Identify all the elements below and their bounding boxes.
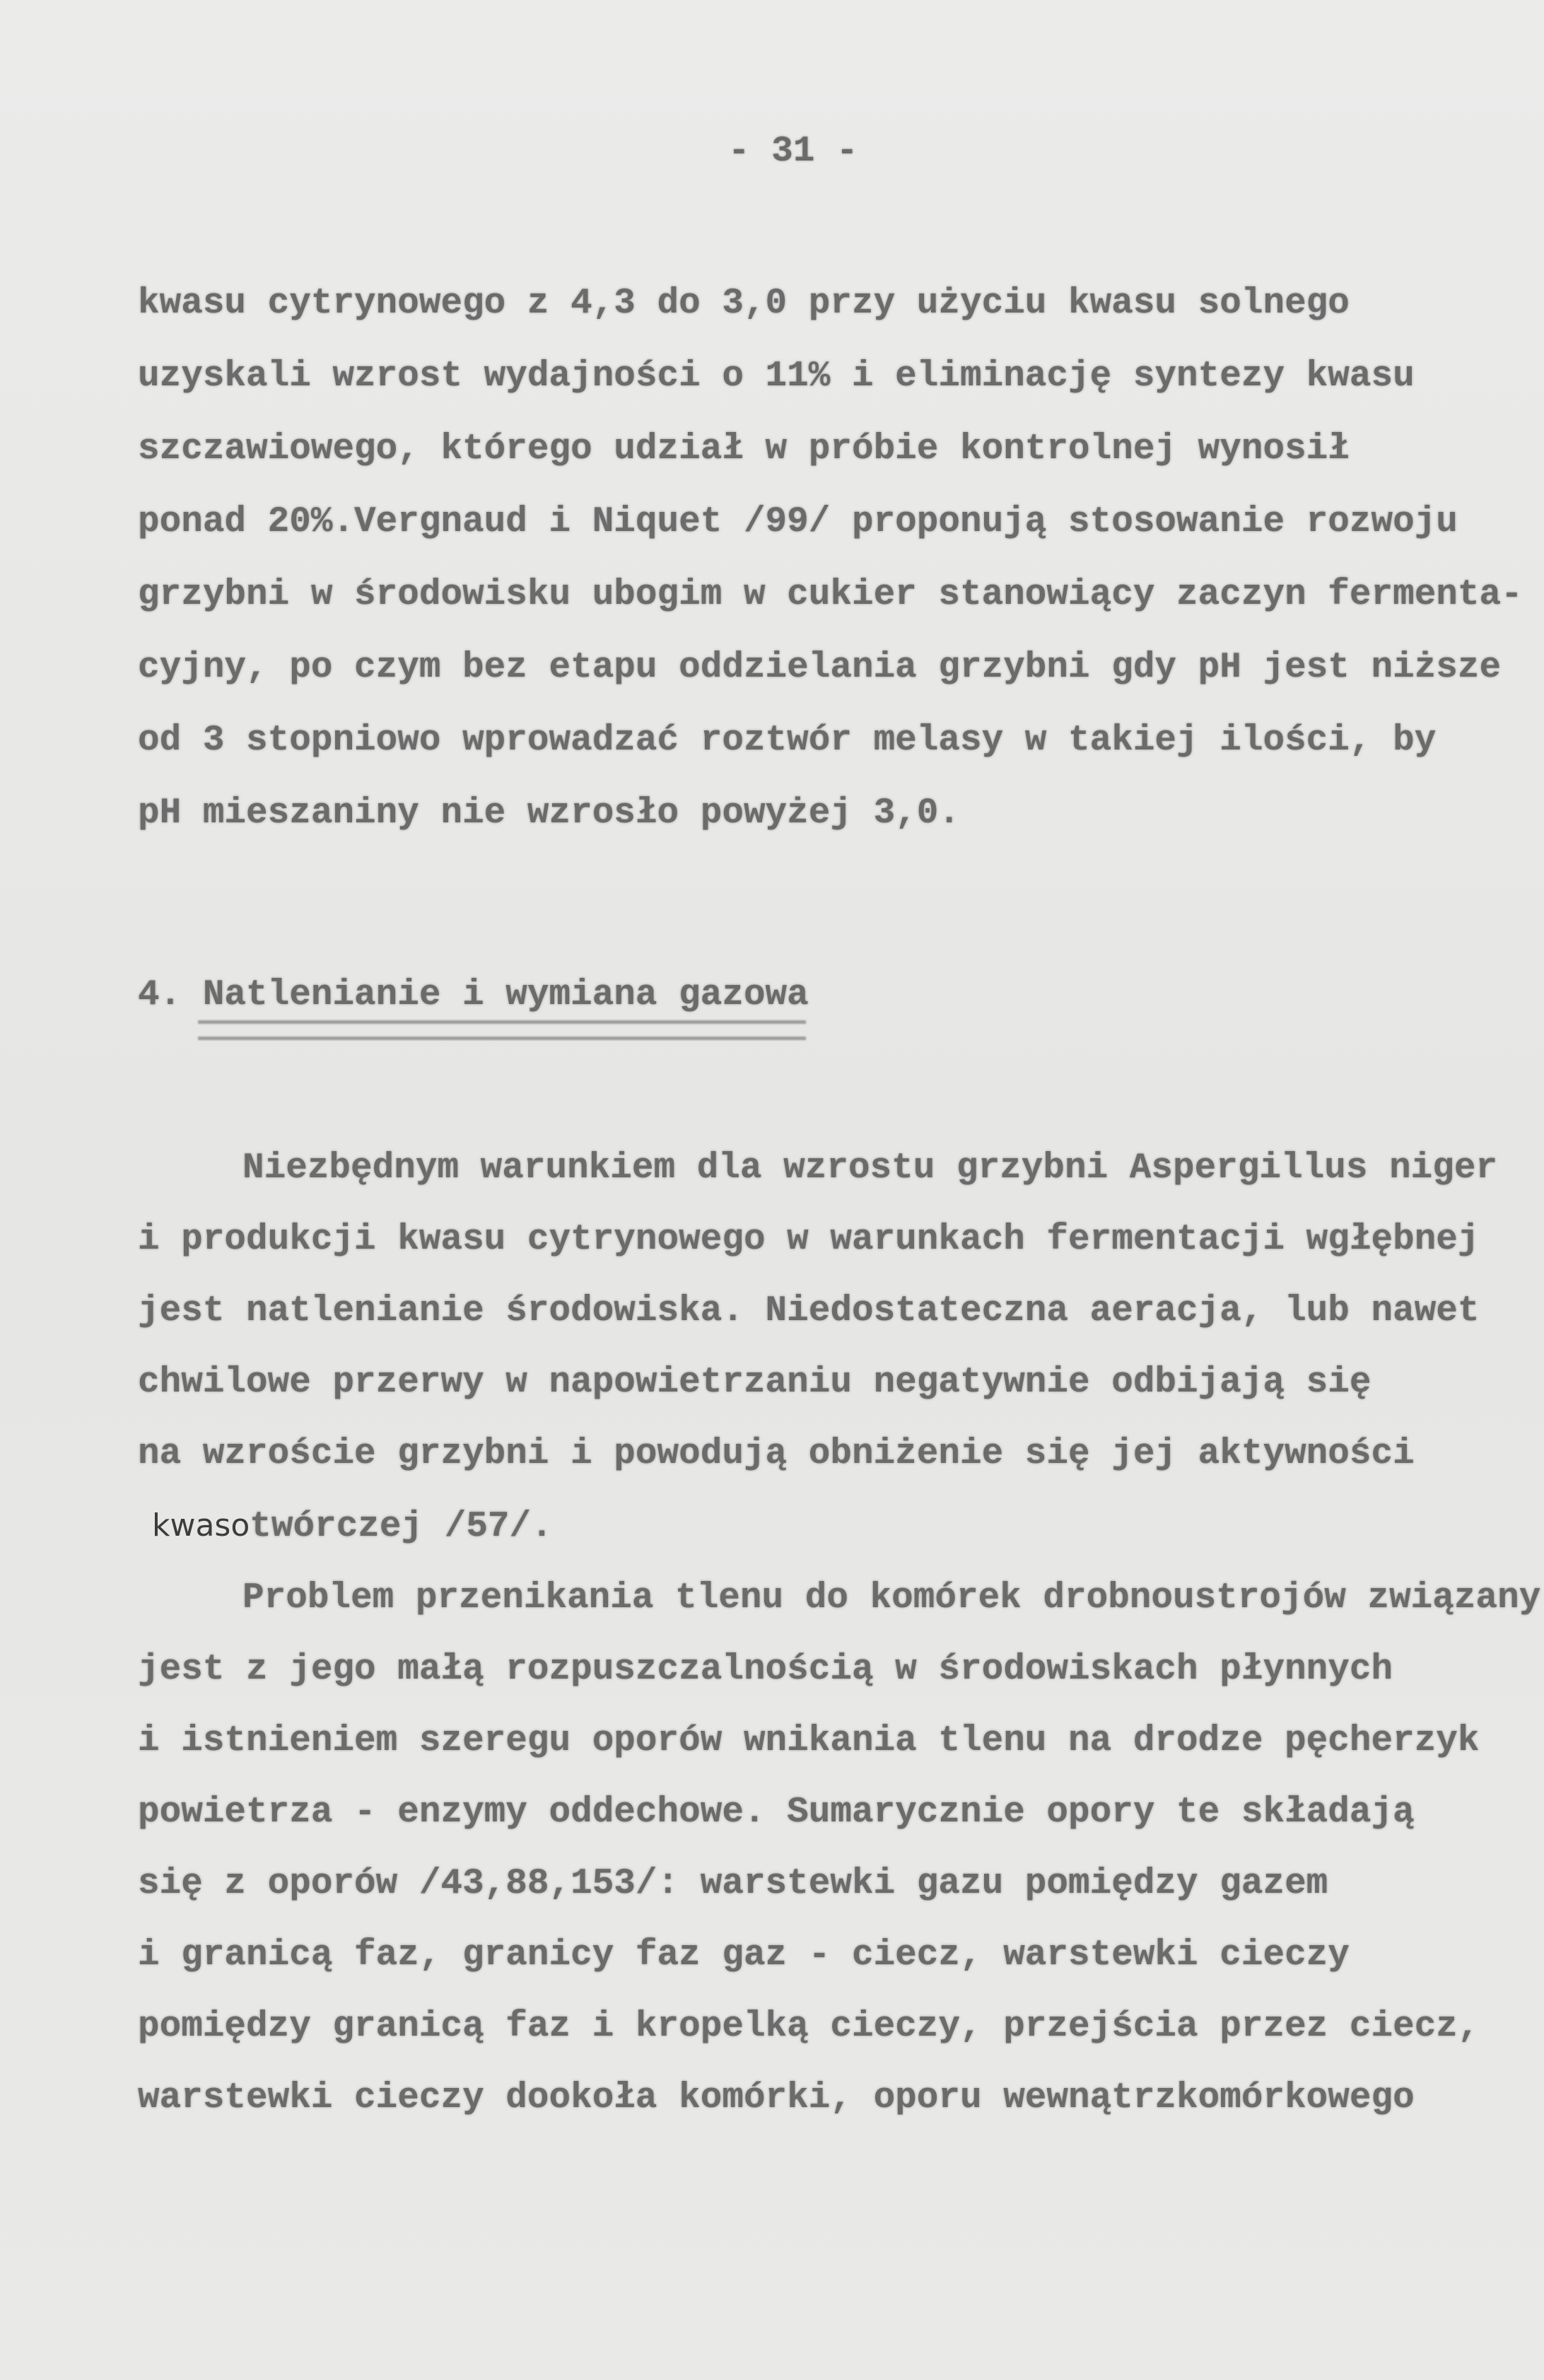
text-line: i istnieniem szeregu oporów wnikania tlenu na drodze pęcherzyk	[138, 1721, 1480, 1761]
text-line	[152, 1505, 553, 1548]
text-line: chwilowe przerwy w napowietrzaniu negatywnie odbijają się	[138, 1363, 1372, 1403]
page-number: - 31 -	[728, 132, 858, 172]
heading-double-underline	[198, 1020, 806, 1040]
typed-text: twórczej /57/.	[250, 1507, 553, 1547]
text-line: Problem przenikania tlenu do komórek drobnoustrojów związany	[242, 1578, 1541, 1618]
text-line: Niezbędnym warunkiem dla wzrostu grzybni Aspergillus niger	[242, 1148, 1498, 1189]
text-line: jest z jego małą rozpuszczalnością w środowiskach płynnych	[138, 1650, 1393, 1690]
text-line: na wzroście grzybni i powodują obniżenie się jej aktywności	[138, 1434, 1415, 1474]
text-line: ponad 20%.Vergnaud i Niquet /99/ proponują stosowanie rozwoju	[138, 502, 1458, 542]
section-heading: 4. Natlenianie i wymiana gazowa	[138, 975, 809, 1015]
text-line: uzyskali wzrost wydajności o 11% i eliminację syntezy kwasu	[138, 356, 1415, 397]
text-line: pH mieszaniny nie wzrosło powyżej 3,0.	[138, 793, 960, 834]
text-line: szczawiowego, którego udział w próbie kontrolnej wynosił	[138, 429, 1350, 469]
text-line: kwasu cytrynowego z 4,3 do 3,0 przy użyciu kwasu solnego	[138, 284, 1350, 324]
text-line: i produkcji kwasu cytrynowego w warunkach fermentacji wgłębnej	[138, 1220, 1480, 1260]
text-line: powietrza - enzymy oddechowe. Sumarycznie opory te składają	[138, 1792, 1415, 1833]
text-line: się z oporów /43,88,153/: warstewki gazu pomiędzy gazem	[138, 1864, 1328, 1904]
text-line: pomiędzy granicą faz i kropelką cieczy, przejścia przez ciecz,	[138, 2007, 1480, 2047]
text-line: grzybni w środowisku ubogim w cukier stanowiący zaczyn fermenta-	[138, 575, 1523, 615]
text-line: cyjny, po czym bez etapu oddzielania grzybni gdy pH jest niższe	[138, 648, 1502, 688]
text-line: od 3 stopniowo wprowadzać roztwór melasy w takiej ilości, by	[138, 721, 1437, 761]
text-line: jest natlenianie środowiska. Niedostateczna aeracja, lub nawet	[138, 1291, 1480, 1331]
text-line: i granicą faz, granicy faz gaz - ciecz, warstewki cieczy	[138, 1935, 1350, 1976]
handwritten-correction: kwaso	[152, 1507, 250, 1544]
text-line: warstewki cieczy dookoła komórki, oporu wewnątrzkomórkowego	[138, 2078, 1415, 2118]
